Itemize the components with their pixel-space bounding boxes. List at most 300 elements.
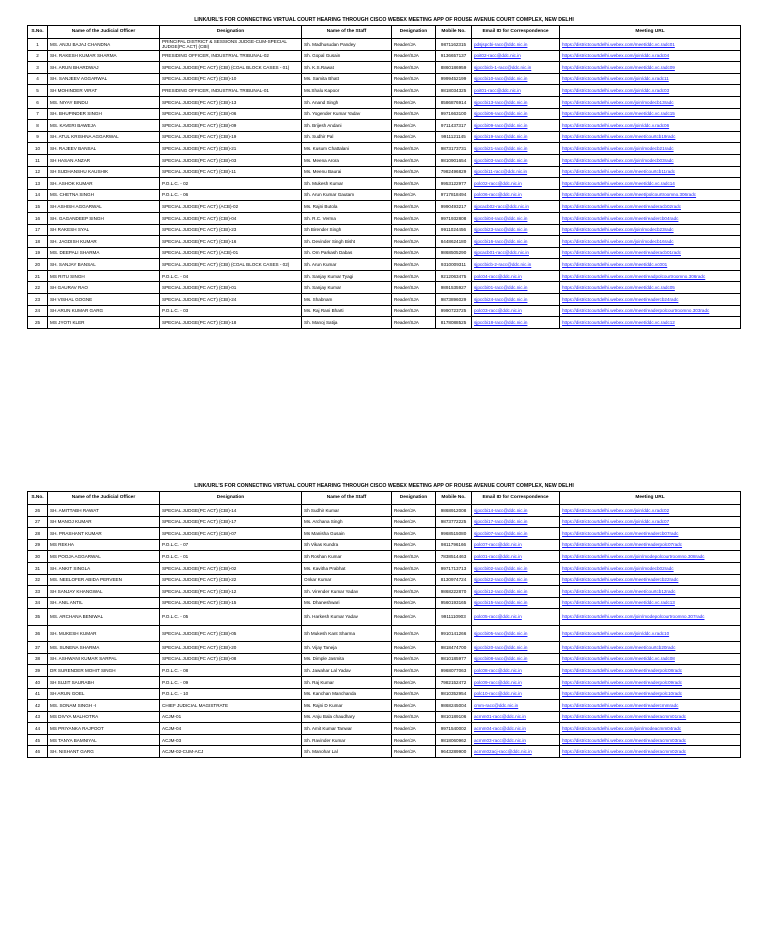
staff-designation: Reader/JA [392,120,436,132]
officer-name: MS TANYA BAMNIYAL [48,734,160,746]
officer-designation: SPECIAL JUDGE(PC ACT) (CBI)-14 [160,505,302,517]
table-row [28,270,741,282]
serial-number: 9 [28,131,48,143]
meeting-url-link[interactable]: https://districtcourtdelhi.webex.com/meet/ddc.vc.radc14 [560,178,741,190]
officer-designation: SPECIAL JUDGE(PC ACT) (CBI)-11 [160,166,302,178]
email-link[interactable]: sjpccbi15-racc@ddc.nic.in [472,597,560,609]
staff-name: Onkar Kumar [302,574,392,586]
serial-number: 31 [28,562,48,574]
meeting-url-link[interactable]: https://districtcourtdelhi.webex.com/meet/ddc.vc.radc08 [560,653,741,665]
staff-designation: Reader/SJA [392,688,436,700]
mobile-number: 9871162315 [436,39,472,51]
column-header: Name of the Judicial Officer [48,26,160,39]
staff-designation: Reader/SJA [392,247,436,259]
email-link[interactable]: polc09-racc@ddc.nic.in [472,676,560,688]
mobile-number: 9818474700 [436,642,472,654]
mobile-number: 9310009311 [436,259,472,271]
officer-designation: SPECIAL JUDGE(PC ACT) (ACB)-01 [160,247,302,259]
officer-designation: ACJM-03 [160,734,302,746]
mobile-number: 9136657137 [436,50,472,62]
staff-designation: Reader/SJA [392,562,436,574]
meeting-url-link[interactable]: https://districtcourtdelhi.webex.com/meet/readeracmm02radc [560,746,741,758]
mobile-number: 9971663100 [436,108,472,120]
officer-name: SH. RAJEEV BANSAL [48,143,160,155]
officer-designation: SPECIAL JUDGE(PC ACT) (CBI)-05 [160,625,302,641]
staff-name: Ms. Dhaneshwari [302,597,392,609]
email-link[interactable]: sjpccbi20-racc@ddc.nic.in [472,642,560,654]
officer-name: SH MANOJ KUMAR [48,516,160,528]
table-row [28,711,741,723]
officer-designation: SPECIAL JUDGE(PC ACT) (CBI)-01 [160,282,302,294]
table-row [28,189,741,201]
table-row [28,688,741,700]
doc-title: LINK/URL'S FOR CONNECTING VIRTUAL COURT HEARING THROUGH CISCO WEBEX MEETING APP OF ROUSE AVENUE COURT COMPLEX, NEW DELHI [194,483,574,489]
serial-number: 11 [28,154,48,166]
meeting-url-link[interactable]: https://districtcourtdelhi.webex.com/join/ddc.v.radc07 [560,516,741,528]
staff-name: Ms. Anju Bala chaudhary [302,711,392,723]
meeting-url-link[interactable]: https://districtcourtdelhi.webex.com/meet/readercb24radc [560,294,741,306]
officer-name: MS. KAVERI BAWEJA [48,120,160,132]
staff-designation: Reader/SJA [392,201,436,213]
mobile-number: 9999452199 [436,73,472,85]
serial-number: 45 [28,734,48,746]
officer-name: MS. NIYAY BINDU [48,96,160,108]
mobile-number: 9873896029 [436,294,472,306]
email-link[interactable]: polc08-racc@ddc.nic.in [472,665,560,677]
staff-name: Ms. Meena Arora [302,154,392,166]
meeting-url-link[interactable]: https://districtcourtdelhi.webex.com/meet/polcourtroomno.306radc [560,189,741,201]
staff-name: Ms Manisha Gusain [302,528,392,540]
officer-name: SH. ANIL ANTIL [48,597,160,609]
table-row [28,586,741,598]
mobile-number: 7838514463 [436,551,472,563]
staff-name: Ms. Archana Singh [302,516,392,528]
email-link[interactable]: polc05-racc@ddc.nic.in [472,609,560,625]
meeting-url-link[interactable]: https://districtcourtdelhi.webex.com/join/ddc.v.radc10 [560,625,741,641]
officer-name: MS. DEEPALI SHARMA [48,247,160,259]
officer-name: SH. AMITTABH RAWAT [48,505,160,517]
staff-designation: Reader/SJA [392,551,436,563]
email-link[interactable]: polc07-racc@ddc.nic.in [472,539,560,551]
officer-designation: SPECIAL JUDGE(PC ACT) (ACB)-02 [160,201,302,213]
mobile-number: 9868245004 [436,700,472,712]
staff-designation: Reader/SJA [392,85,436,97]
meeting-url-link[interactable]: https://districtcourtdelhi.webex.com/meet/readercmmradc [560,700,741,712]
serial-number: 44 [28,723,48,735]
meeting-url-link[interactable]: https://districtcourtdelhi.webex.com/join/modecb16radc [560,236,741,248]
email-link[interactable]: polc03-racc@ddc.nic.in [472,305,560,317]
serial-number: 1 [28,39,48,51]
officer-name: SH SANJAY KHANGWAL [48,586,160,598]
staff-name: Ms. Raj Rani Bharti [302,305,392,317]
email-link[interactable]: sjpccbi22-racc@ddc.nic.in [472,574,560,586]
meeting-url-link[interactable]: https://districtcourtdelhi.webex.com/meet/readeracb01radc [560,247,741,259]
email-link[interactable]: sjpccbi08-racc@ddc.nic.in [472,653,560,665]
staff-designation: Reader/JA [392,528,436,540]
officer-name: SH. SANJAY BANSAL [48,259,160,271]
email-link[interactable]: polc06-racc@ddc.nic.in [472,189,560,201]
email-link[interactable]: acmm02acj-racc@ddc.nic.in [472,746,560,758]
column-header: Name of the Judicial Officer [48,492,160,505]
email-link[interactable]: sjpcacb02-racc@ddc.nic.in [472,201,560,213]
email-link[interactable]: sjpccbi24-racc@ddc.nic.in [472,294,560,306]
meeting-url-link[interactable]: https://districtcourtdelhi.webex.com/join/modecb23radc [560,224,741,236]
officer-name: SH HASAN ANZAR [48,154,160,166]
meeting-url-link[interactable]: https://districtcourtdelhi.webex.com/meet/readerpolc07radc [560,539,741,551]
email-link[interactable]: sjpccbi03-racc@ddc.nic.in [472,154,560,166]
email-link[interactable]: sjpccbi10-racc@ddc.nic.in [472,73,560,85]
table-row [28,653,741,665]
column-header: Designation [160,492,302,505]
officer-name: MS. ANJU BAJAJ CHANDNA [48,39,160,51]
staff-name: Sh. Mukesh Kumar [302,178,392,190]
officer-designation: SPECIAL JUDGE(PC ACT) (CBI)-19 [160,131,302,143]
staff-name: Sh. Anand Singh [302,96,392,108]
officer-designation: SPECIAL JUDGE(PC ACT) (CBI)-17 [160,516,302,528]
staff-designation: Reader/JA [392,746,436,758]
meeting-url-link[interactable]: https://districtcourtdelhi.webex.com/meet/courtcb20radc [560,642,741,654]
meeting-url-link[interactable]: https://districtcourtdelhi.webex.com/meet/readerpolc09radc [560,676,741,688]
table-row [28,723,741,735]
meeting-url-link[interactable]: https://districtcourtdelhi.webex.com/meet/readerpolc08radc [560,665,741,677]
mobile-number: 9818060962 [436,734,472,746]
email-link[interactable]: sjpccbicb-1-racc@ddc.nic.in [472,62,560,74]
staff-name: Sh Birender Singh [302,224,392,236]
staff-designation: Reader/SJA [392,270,436,282]
officer-designation: SPECIAL JUDGE(PC ACT) (CBI)-23 [160,224,302,236]
table-row [28,734,741,746]
serial-number: 6 [28,96,48,108]
officer-name: MS. NEELOFER ABIDA PERVEEN [48,574,160,586]
email-link[interactable]: acmm04-racc@ddc.nic.in [472,723,560,735]
staff-designation: Reader/SJA [392,305,436,317]
officer-designation: SPECIAL JUDGE(PC ACT) (CBI)-15 [160,597,302,609]
email-link[interactable]: poit02-racc@ddc.nic.in [472,50,560,62]
meeting-url-link[interactable]: https://districtcourtdelhi.webex.com/meet/courtcb12radc [560,586,741,598]
table-row [28,247,741,259]
serial-number: 10 [28,143,48,155]
email-link[interactable]: sjpccbi11-racc@ddc.nic.in [472,166,560,178]
table-row [28,305,741,317]
mobile-number: 9911110903 [436,609,472,625]
meeting-url-link[interactable]: https://districtcourtdelhi.webex.com/meet/readeracmm03radc [560,734,741,746]
email-link[interactable]: sjpcacb01-racc@ddc.nic.in [472,247,560,259]
officer-designation: SPECIAL JUDGE(PC ACT) (CBI)-12 [160,586,302,598]
serial-number: 8 [28,120,48,132]
officer-name: SH. ARUN BHARDWAJ [48,62,160,74]
meeting-url-link[interactable]: https://districtcourtdelhi.webex.com/meet/ddc.vc.radc13 [560,597,741,609]
table-row [28,574,741,586]
staff-designation: Reader/SJA [392,236,436,248]
staff-name: Sh. Madhusudan Pandey [302,39,392,51]
staff-name: Sh. Sanjay Kumar Tyagi [302,270,392,282]
meeting-url-link[interactable]: https://districtcourtdelhi.webex.com/meet/ddc.vc.radc15 [560,108,741,120]
meeting-url-link[interactable]: https://districtcourtdelhi.webex.com/join/ddc.v.radc11 [560,73,741,85]
staff-name: Sh. Harkesh Kumar Yadav [302,609,392,625]
officer-designation: SPECIAL JUDGE(PC ACT) (CBI)-04 [160,212,302,224]
table-row [28,108,741,120]
serial-number: 33 [28,586,48,598]
meeting-url-link[interactable]: https://districtcourtdelhi.webex.com/join/ddc.v.radc04 [560,50,741,62]
table-row [28,131,741,143]
serial-number: 27 [28,516,48,528]
email-link[interactable]: polc01-racc@ddc.nic.in [472,551,560,563]
officer-designation: P.O.L.C. - 07 [160,539,302,551]
column-header: Designation [160,26,302,39]
officer-name: SH ASHISH AGGARWAL [48,201,160,213]
staff-designation: Reader/SJA [392,625,436,641]
staff-designation: Reader/JA [392,642,436,654]
meeting-url-link[interactable]: https://districtcourtdelhi.webex.com/meet/courtcb19radc [560,131,741,143]
meeting-url-link[interactable]: https://districtcourtdelhi.webex.com/meet/readercb22radc [560,574,741,586]
staff-designation: Reader/JA [392,39,436,51]
officer-name: SH. PRASHANT KUMAR [48,528,160,540]
table-row [28,609,741,625]
email-link[interactable]: sjpccbi12-racc@ddc.nic.in [472,586,560,598]
mobile-number: 9818034325 [436,85,472,97]
email-link[interactable]: polc04-racc@ddc.nic.in [472,270,560,282]
serial-number: 2 [28,50,48,62]
mobile-number: 9911121145 [436,131,472,143]
officer-name: SH. GAGANDEEP SINGH [48,212,160,224]
meeting-url-link[interactable]: https://districtcourtdelhi.webex.com/meet/readeracb02radc [560,201,741,213]
officer-name: SH. ANKIT SINGLA [48,562,160,574]
email-link[interactable]: acmm03-racc@ddc.nic.in [472,734,560,746]
meeting-url-link[interactable]: https://districtcourtdelhi.webex.com/meet/courtcb11radc [560,166,741,178]
meeting-url-link[interactable]: https://districtcourtdelhi.webex.com/meet/ddc.vc001 [560,259,741,271]
meeting-url-link[interactable]: https://districtcourtdelhi.webex.com/meet/readeracmm01radc [560,711,741,723]
staff-name: Sh. Arun Kumar [302,259,392,271]
officer-name: SH ARUN KUMAR GARG [48,305,160,317]
officer-name: SH. BHUPINDER SINGH [48,108,160,120]
serial-number: 3 [28,62,48,74]
officer-name: MS RITU SINGH [48,270,160,282]
doc-title: LINK/URL'S FOR CONNECTING VIRTUAL COURT HEARING THROUGH CISCO WEBEX MEETING APP OF ROUSE AVENUE COURT COMPLEX, NEW DELHI [194,17,574,23]
column-header: S.No. [28,492,48,505]
column-header: Designation [392,492,436,505]
serial-number: 20 [28,259,48,271]
mobile-number: 9910141266 [436,625,472,641]
staff-name: Ms. Dimple Jasmita [302,653,392,665]
column-header: Meeting URL [560,492,741,505]
staff-designation: Reader/SJA [392,259,436,271]
staff-designation: Reader/SJA [392,282,436,294]
email-link[interactable]: sjpccbi04-racc@ddc.nic.in [472,212,560,224]
column-header: Email ID for Correspondence [472,26,560,39]
email-link[interactable]: sjpccbi14-racc@ddc.nic.in [472,505,560,517]
officer-designation: SPECIAL JUDGE(PC ACT) (CBI)-22 [160,574,302,586]
officer-name: SH. SANJEEV AGGARWAL [48,73,160,85]
serial-number: 34 [28,597,48,609]
staff-designation: Reader/SJA [392,108,436,120]
officer-designation: SPECIAL JUDGE(PC ACT) (CBI)-02 [160,562,302,574]
email-link[interactable]: sjpccbi01-racc@ddc.nic.in [472,282,560,294]
table-row [28,120,741,132]
header-row [28,26,741,39]
serial-number: 28 [28,528,48,540]
serial-number: 16 [28,212,48,224]
staff-name: Sh Roshan Kumar [302,551,392,563]
staff-name: Sh. Brijesh Andani [302,120,392,132]
meeting-url-link[interactable]: https://districtcourtdelhi.webex.com/meet/readercb04radc [560,212,741,224]
officer-name: SH GAURAV RAO [48,282,160,294]
officer-designation: P.O.L.C. - 03 [160,305,302,317]
serial-number: 30 [28,551,48,563]
officer-designation: ACJM-04 [160,723,302,735]
officer-designation: CHIEF JUDICIAL MAGISTRATE [160,700,302,712]
email-link[interactable]: sjpccbi05-racc@ddc.nic.in [472,625,560,641]
meeting-url-link[interactable]: https://districtcourtdelhi.webex.com/meet/readercb07radc [560,528,741,540]
staff-name: Sh. Amit Kumar Tanwar [302,723,392,735]
meeting-url-link[interactable]: https://districtcourtdelhi.webex.com/join/ddc.v.radc03 [560,85,741,97]
meeting-url-link[interactable]: https://districtcourtdelhi.webex.com/join/modecb13radc [560,96,741,108]
email-link[interactable]: pdsjspcbi-racc@ddc.nic.in [472,39,560,51]
officer-name: MS. ARCHANA BENIWAL [48,609,160,625]
staff-designation: Reader/JA [392,505,436,517]
staff-name: Sh. Manoj Satija [302,317,392,329]
mobile-number: 9868912008 [436,505,472,517]
serial-number: 35 [28,609,48,625]
meeting-url-link[interactable]: https://districtcourtdelhi.webex.com/meet/ddc.vc.radc01 [560,39,741,51]
table-row [28,551,741,563]
officer-designation: SPECIAL JUDGE(PC ACT) (CBI)-20 [160,642,302,654]
table-block-2 [27,482,741,758]
staff-name: Ms. Samita Bhatt [302,73,392,85]
meeting-url-link[interactable]: https://districtcourtdelhi.webex.com/join/modeacmm04radc [560,723,741,735]
email-link[interactable]: sjpccbi06-racc@ddc.nic.in [472,108,560,120]
mobile-number: 9868222870 [436,586,472,598]
meeting-url-link[interactable]: https://districtcourtdelhi.webex.com/join/modepolcourtroomno.308radc [560,551,741,563]
mobile-number: 9560193165 [436,597,472,609]
column-header: S.No. [28,26,48,39]
table-row [28,282,741,294]
email-link[interactable]: cmm-racc@ddc.nic.in [472,700,560,712]
email-link[interactable]: acmm01-racc@ddc.nic.in [472,711,560,723]
serial-number: 41 [28,688,48,700]
meeting-url-link[interactable]: https://districtcourtdelhi.webex.com/meet/readerpolcourtroomno.303radc [560,305,741,317]
table-row [28,597,741,609]
serial-number: 36 [28,625,48,641]
table-row [28,224,741,236]
staff-name: Sh. Arun Kumar Gautam [302,189,392,201]
meeting-url-link[interactable]: https://districtcourtdelhi.webex.com/meet/ddc.vc.radc05 [560,282,741,294]
serial-number: 4 [28,73,48,85]
officer-designation: SPECIAL JUDGE(PC ACT) (CBI)-18 [160,317,302,329]
table-row [28,516,741,528]
mobile-number: 9873173731 [436,143,472,155]
mobile-number: 8860186959 [436,62,472,74]
staff-name: Ms. Kanchan Manchanda [302,688,392,700]
table-row [28,562,741,574]
email-link[interactable]: sjpccbi07-racc@ddc.nic.in [472,528,560,540]
email-link[interactable]: polc10-racc@ddc.nic.in [472,688,560,700]
staff-designation: Reader/JA [392,539,436,551]
mobile-number: 9810352954 [436,688,472,700]
mobile-number: 9971932808 [436,212,472,224]
officer-designation: P.O.L.C. - 09 [160,676,302,688]
email-link[interactable]: polc02-racc@ddc.nic.in [472,178,560,190]
officer-designation: P.O.L.C. - 08 [160,665,302,677]
table-row [28,746,741,758]
table-row [28,96,741,108]
staff-name: Sh. Yogender Kumar Yadav [302,108,392,120]
officer-designation: SPECIAL JUDGE(PC ACT) (CBI)-13 [160,96,302,108]
table-row [28,539,741,551]
staff-designation: Reader/JA [392,676,436,688]
table-row [28,294,741,306]
officer-designation: P.O.L.C. - 06 [160,189,302,201]
staff-name: Ms. Kusum Chattalani [302,143,392,155]
mobile-number: 8586876914 [436,96,472,108]
email-link[interactable]: sjpccbi17-racc@ddc.nic.in [472,516,560,528]
officer-name: SH. ATUL KRISHNA AGGARWAL [48,131,160,143]
mobile-number: 9968077063 [436,665,472,677]
serial-number: 7 [28,108,48,120]
meeting-url-link[interactable]: https://districtcourtdelhi.webex.com/join/modecb02radc [560,562,741,574]
table-row [28,178,741,190]
officer-name: MS JYOTI KLER [48,317,160,329]
staff-designation: Reader/SJA [392,294,436,306]
officer-designation: SPECIAL JUDGE(PC ACT) (CBI) (COAL BLOCK CASES - 02) [160,259,302,271]
table-row [28,201,741,213]
email-link[interactable]: sjpccbicb-2-racc@ddc.nic.in [472,259,560,271]
meeting-url-link[interactable]: https://districtcourtdelhi.webex.com/meet/ddc.vc.radc09 [560,62,741,74]
meeting-url-link[interactable]: https://districtcourtdelhi.webex.com/join/modecb03radc [560,154,741,166]
email-link[interactable]: sjpccbi09-racc@ddc.nic.in [472,120,560,132]
meeting-url-link[interactable]: https://districtcourtdelhi.webex.com/meet/ddc.vc.radc12 [560,317,741,329]
email-link[interactable]: sjpccbi19-racc@ddc.nic.in [472,131,560,143]
meeting-url-link[interactable]: https://districtcourtdelhi.webex.com/join/modepolcourtroomno.307radc [560,609,741,625]
email-link[interactable]: sjpccbi13-racc@ddc.nic.in [472,96,560,108]
staff-designation: Reader/SJA [392,224,436,236]
meeting-url-link[interactable]: https://districtcourtdelhi.webex.com/join/modecb21radc [560,143,741,155]
staff-name: Sh. Sudhir Pal [302,131,392,143]
meeting-url-link[interactable]: https://districtcourtdelhi.webex.com/meet/readpolcourtroomno.306radc [560,270,741,282]
meeting-url-link[interactable]: https://districtcourtdelhi.webex.com/join/ddc.v.radc02 [560,505,741,517]
serial-number: 24 [28,305,48,317]
email-link[interactable]: sjpccbi02-racc@ddc.nic.in [472,562,560,574]
staff-name: Ms. Rajni Butola [302,201,392,213]
staff-name: Sh. Raj Kumar [302,676,392,688]
officer-designation: SPECIAL JUDGE(PC ACT) (CBI)-10 [160,73,302,85]
staff-designation: Reader/SJA [392,653,436,665]
officer-name: SH ARUN GOEL [48,688,160,700]
staff-name: Sh Vikas Kundra [302,539,392,551]
email-link[interactable]: sjpccbi21-racc@ddc.nic.in [472,143,560,155]
table-row [28,39,741,51]
email-link[interactable]: sjpccbi18-racc@ddc.nic.in [472,317,560,329]
officer-name: SH. JAGDISH KUMAR [48,236,160,248]
table-row [28,665,741,677]
email-link[interactable]: poit01-racc@ddc.nic.in [472,85,560,97]
officer-designation: PRINCIPAL DISTRICT & SESSIONS JUDGE-CUM-SPECIAL JUDGE(PC ACT) (CBI) [160,39,302,51]
mobile-number: 8178088525 [436,317,472,329]
email-link[interactable]: sjpccbi23-racc@ddc.nic.in [472,224,560,236]
staff-designation: Reader/SJA [392,143,436,155]
column-header: Name of the Staff [302,26,392,39]
meeting-url-link[interactable]: https://districtcourtdelhi.webex.com/meet/readerpolc10radc [560,688,741,700]
mobile-number: 9911024456 [436,224,472,236]
column-header: Email ID for Correspondence [472,492,560,505]
meeting-url-link[interactable]: https://districtcourtdelhi.webex.com/join/ddc.v.radc06 [560,120,741,132]
mobile-number: 9810901654 [436,154,472,166]
staff-name: Ms. Shabnam [302,294,392,306]
email-link[interactable]: sjpccbi16-racc@ddc.nic.in [472,236,560,248]
serial-number: 25 [28,317,48,329]
mobile-number: 9953122977 [436,178,472,190]
mobile-number: 9711437317 [436,120,472,132]
serial-number: 23 [28,294,48,306]
